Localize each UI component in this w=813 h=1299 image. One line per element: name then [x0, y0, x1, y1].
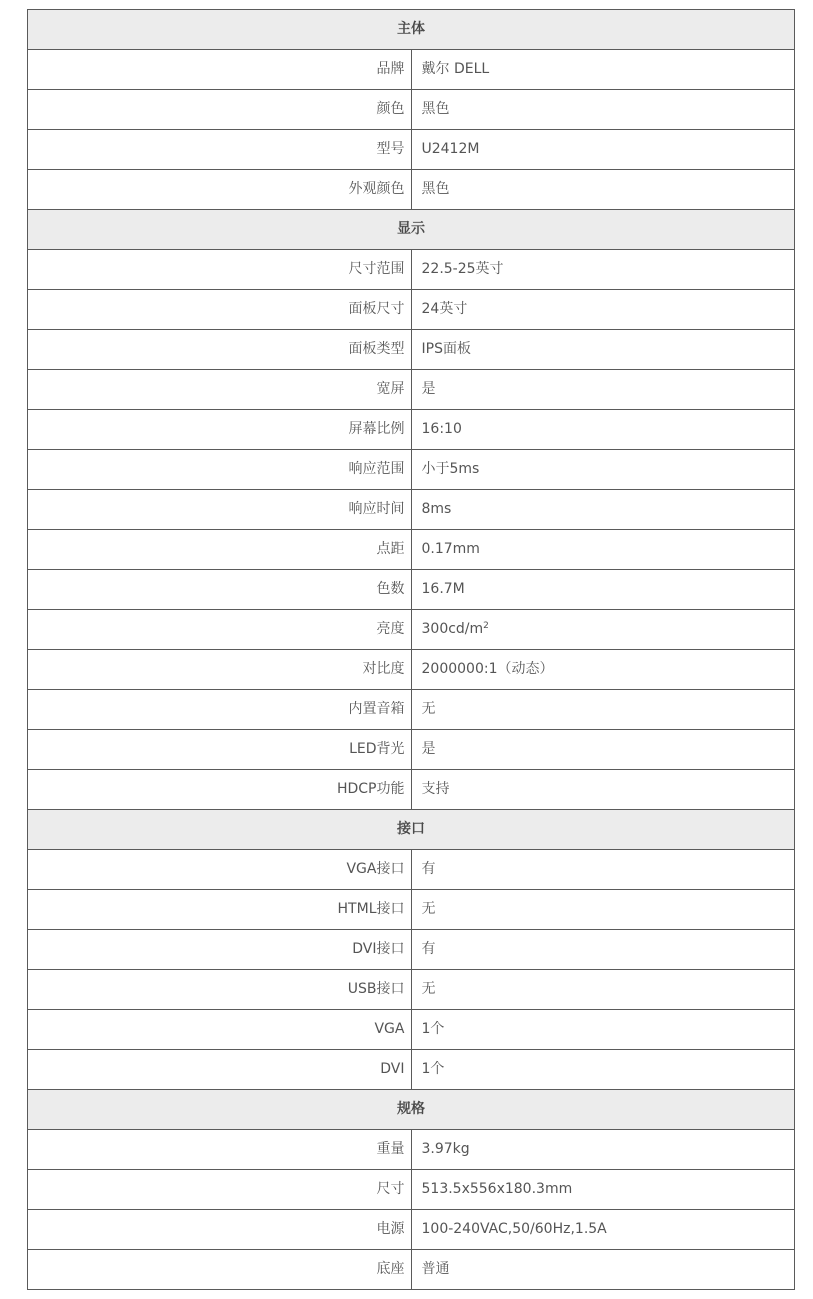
- spec-label: 点距: [28, 530, 412, 570]
- spec-label: 色数: [28, 570, 412, 610]
- section-title: 主体: [28, 10, 795, 50]
- spec-value: 22.5-25英寸: [411, 250, 795, 290]
- spec-value: U2412M: [411, 130, 795, 170]
- spec-value: 16:10: [411, 410, 795, 450]
- spec-value: 无: [411, 890, 795, 930]
- section-title: 规格: [28, 1090, 795, 1130]
- spec-label: 重量: [28, 1130, 412, 1170]
- spec-row: [28, 770, 795, 810]
- spec-label: 面板尺寸: [28, 290, 412, 330]
- spec-table: [27, 9, 795, 1290]
- spec-row: [28, 930, 795, 970]
- spec-value: 普通: [411, 1250, 795, 1290]
- spec-row: [28, 410, 795, 450]
- spec-row: [28, 450, 795, 490]
- spec-row: [28, 850, 795, 890]
- spec-label: 响应时间: [28, 490, 412, 530]
- spec-label: 宽屏: [28, 370, 412, 410]
- spec-row: [28, 50, 795, 90]
- spec-value: 有: [411, 930, 795, 970]
- spec-value: 1个: [411, 1050, 795, 1090]
- section-title: 显示: [28, 210, 795, 250]
- spec-label: 尺寸范围: [28, 250, 412, 290]
- spec-row: [28, 570, 795, 610]
- spec-row: [28, 1210, 795, 1250]
- spec-label: HDCP功能: [28, 770, 412, 810]
- spec-row: [28, 1130, 795, 1170]
- spec-value: 3.97kg: [411, 1130, 795, 1170]
- spec-value: 是: [411, 370, 795, 410]
- spec-label: 内置音箱: [28, 690, 412, 730]
- brightness-value: 300cd/m: [421, 621, 484, 637]
- spec-label: HTML接口: [28, 890, 412, 930]
- spec-row: [28, 490, 795, 530]
- section-header-main: [28, 10, 795, 50]
- spec-value: 支持: [411, 770, 795, 810]
- spec-label: 品牌: [28, 50, 412, 90]
- spec-label: 颜色: [28, 90, 412, 130]
- spec-label: 屏幕比例: [28, 410, 412, 450]
- spec-label: VGA接口: [28, 850, 412, 890]
- spec-label: 外观颜色: [28, 170, 412, 210]
- spec-value: 2000000:1（动态）: [411, 650, 795, 690]
- spec-label: 响应范围: [28, 450, 412, 490]
- spec-value: [411, 610, 795, 650]
- spec-row: [28, 1170, 795, 1210]
- spec-row: [28, 1010, 795, 1050]
- spec-label: 型号: [28, 130, 412, 170]
- spec-row: [28, 1050, 795, 1090]
- spec-value: 1个: [411, 1010, 795, 1050]
- spec-value: 0.17mm: [411, 530, 795, 570]
- spec-value: 无: [411, 970, 795, 1010]
- spec-value: 小于5ms: [411, 450, 795, 490]
- spec-value: 戴尔 DELL: [411, 50, 795, 90]
- spec-label: VGA: [28, 1010, 412, 1050]
- spec-value: 是: [411, 730, 795, 770]
- section-title: 接口: [28, 810, 795, 850]
- spec-value: 无: [411, 690, 795, 730]
- section-header-ports: [28, 810, 795, 850]
- spec-value: 黑色: [411, 170, 795, 210]
- spec-value: IPS面板: [411, 330, 795, 370]
- spec-value: 8ms: [411, 490, 795, 530]
- spec-value: 100-240VAC,50/60Hz,1.5A: [411, 1210, 795, 1250]
- spec-row: [28, 890, 795, 930]
- spec-value: 24英寸: [411, 290, 795, 330]
- spec-row: [28, 970, 795, 1010]
- spec-table-container: [27, 9, 795, 1290]
- spec-label: 电源: [28, 1210, 412, 1250]
- spec-label: 尺寸: [28, 1170, 412, 1210]
- spec-label: 对比度: [28, 650, 412, 690]
- spec-row: [28, 130, 795, 170]
- spec-row: [28, 290, 795, 330]
- spec-row: [28, 1250, 795, 1290]
- spec-row: [28, 650, 795, 690]
- spec-row: [28, 530, 795, 570]
- spec-value: 有: [411, 850, 795, 890]
- spec-label: DVI接口: [28, 930, 412, 970]
- spec-value: 16.7M: [411, 570, 795, 610]
- spec-value: 黑色: [411, 90, 795, 130]
- spec-label: LED背光: [28, 730, 412, 770]
- spec-row: [28, 170, 795, 210]
- spec-label: USB接口: [28, 970, 412, 1010]
- spec-row: [28, 690, 795, 730]
- spec-row: [28, 90, 795, 130]
- spec-label: 底座: [28, 1250, 412, 1290]
- section-header-display: [28, 210, 795, 250]
- spec-row: [28, 610, 795, 650]
- spec-row: [28, 730, 795, 770]
- spec-label: 面板类型: [28, 330, 412, 370]
- spec-row: [28, 250, 795, 290]
- spec-row: [28, 370, 795, 410]
- superscript: 2: [483, 621, 489, 631]
- section-header-specs: [28, 1090, 795, 1130]
- spec-value: 513.5x556x180.3mm: [411, 1170, 795, 1210]
- spec-label: 亮度: [28, 610, 412, 650]
- spec-row: [28, 330, 795, 370]
- spec-label: DVI: [28, 1050, 412, 1090]
